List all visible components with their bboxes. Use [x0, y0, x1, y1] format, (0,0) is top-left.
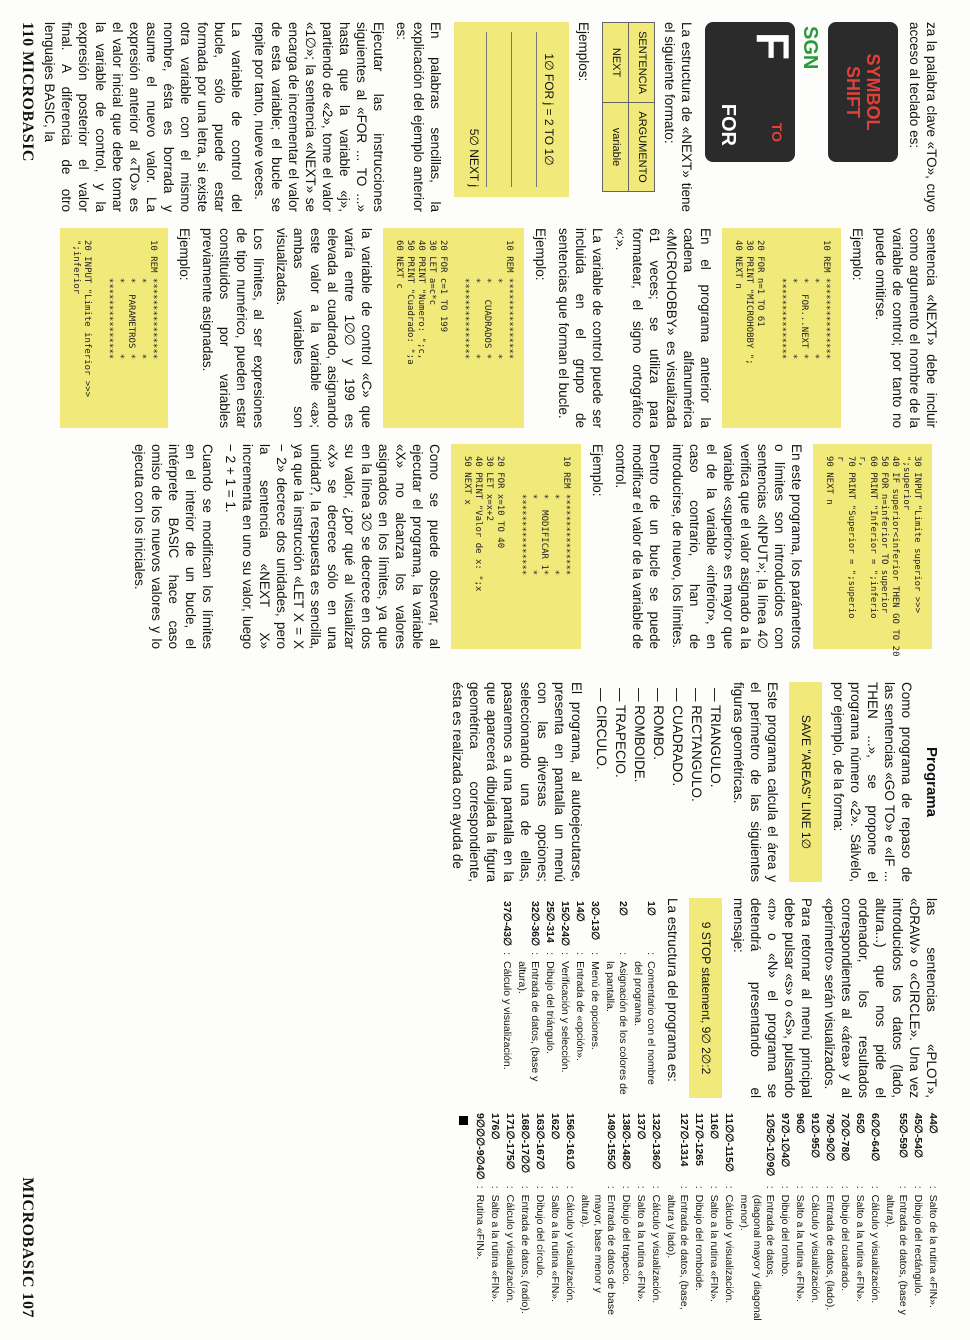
example-line-for: 1∅ FOR j = 2 TO 1∅ [536, 32, 561, 187]
list-item: — RECTANGULO. [689, 688, 704, 802]
line-range: 1∅5∅-1∅9∅ [764, 1113, 776, 1177]
paragraph: En este programa, los parámetros o límites son introducidos con sentencias «INPUT»; la línea 4∅ verifica que el valor asignado a la variable «superior» es mayor que el de la variable «inferior», en caso contrario, han de introducirse, de nuevo, los límites. [670, 444, 804, 649]
list-item: — CUADRADO. [670, 688, 685, 787]
line-description: Entrada de datos, (lado). [824, 1194, 836, 1311]
line-range: 1∅ [645, 901, 657, 916]
left-column-1 [35, 22, 940, 212]
line-range: 2∅ [617, 901, 629, 916]
structure-row [499, 898, 514, 1098]
structure-row [867, 1110, 882, 1325]
line-range: 37∅-43∅ [501, 901, 513, 947]
structure-table-continued [472, 1110, 940, 1325]
structure-row [557, 898, 572, 1098]
line-range: 116∅ [708, 1113, 720, 1140]
line-range: 156∅-161∅ [564, 1113, 576, 1170]
paragraph: sentencia «NEXT» debe incluir como argumento el nombre de la variable de control; por tanto no puede omitirse. [873, 228, 939, 428]
line-range: 137∅ [635, 1113, 647, 1140]
paragraph: La variable de control puede ser incluida en el grupo de sentencias que forman el bucle. [556, 228, 605, 428]
line-description: Verificación y selección. [559, 961, 571, 1073]
structure-row [807, 1110, 822, 1325]
separator: : [927, 1185, 939, 1189]
line-description: Salto a la rutina «FIN». [854, 1194, 866, 1303]
line-range: 32∅-36∅ [529, 901, 541, 947]
example-blank-line [511, 32, 536, 187]
left-column-2 [52, 228, 940, 428]
structure-row [502, 1110, 517, 1325]
line-description: Dibujo del triángulo. [544, 961, 556, 1054]
separator: : [529, 952, 541, 956]
code-listing-parametros: 10 REM *************** * * * PARAMETROS * * * *************** 20 INPUT "Limite inferior >>> ";inferior [60, 228, 168, 428]
symbol-shift-key [828, 22, 898, 162]
paragraph: En palabras sencillas, la explicación del ejemplo anterior es: [394, 22, 443, 212]
line-range: 171∅-175∅ [504, 1113, 516, 1170]
structure-row [852, 1110, 867, 1325]
structure-row [542, 898, 557, 1098]
line-description: Comentario con el nombre del programa. [632, 961, 657, 1085]
structure-row [618, 1110, 633, 1325]
line-range: 162∅ [549, 1113, 561, 1140]
separator: : [635, 1185, 647, 1189]
line-description: Salto a la rutina «FIN». [708, 1194, 720, 1303]
line-range: 11∅∅-115∅ [723, 1113, 735, 1172]
code-listing-for-next: 10 REM *************** * * * FOR...NEXT * * * *************** 20 FOR n=1 TO 61 30 PRINT "MICROHOBBY "; 40 NEXT n [722, 228, 841, 428]
separator: : [501, 952, 513, 956]
separator: : [589, 952, 601, 956]
line-description: Entrada de datos, (base y altura). [884, 1194, 909, 1315]
structure-row [777, 1110, 792, 1325]
line-description: Cálculo y visualización. [723, 1194, 735, 1304]
structure-row [837, 1110, 852, 1325]
separator: : [678, 1185, 690, 1189]
line-range: 138∅-148∅ [620, 1113, 632, 1170]
paragraph: za la palabra clave «TO», cuyo acceso al teclado es: [907, 22, 939, 212]
separator: : [869, 1185, 881, 1189]
line-description: Entrada de datos, (diagonal mayor y diagonal menor). [738, 1194, 776, 1321]
paragraph: Dentro de un bucle se puede modificar el valor de la variable de control. [613, 444, 662, 649]
line-description: Entrada de datos, (radio). [519, 1194, 531, 1314]
structure-row [691, 1110, 706, 1325]
separator: : [723, 1185, 735, 1189]
line-range: 132∅-136∅ [650, 1113, 662, 1170]
separator: : [605, 1185, 617, 1189]
paragraph: Este programa calcula el área y el perímetro de las siguientes figuras geométricas. [731, 682, 780, 882]
separator: : [544, 952, 556, 956]
line-description: Rutina «FIN». [474, 1194, 486, 1260]
separator: : [574, 952, 586, 956]
line-range: 79∅-9∅∅ [824, 1113, 836, 1162]
separator: : [794, 1185, 806, 1189]
structure-row [547, 1110, 562, 1325]
line-range: 117∅-1265 [693, 1113, 705, 1166]
separator: : [708, 1185, 720, 1189]
paragraph: La estructura del programa es: [665, 898, 680, 1082]
structure-row [577, 1110, 618, 1325]
structure-row [532, 1110, 547, 1325]
left-column-3 [125, 444, 940, 657]
separator: : [650, 1185, 662, 1189]
structure-row [602, 898, 630, 1098]
paragraph: La estructura de «NEXT» tiene el siguiente formato: [662, 22, 694, 212]
structure-row [822, 1110, 837, 1325]
line-range: 15∅-24∅ [559, 901, 571, 947]
example-line-next: 5∅ NEXT j [467, 128, 481, 187]
separator: : [912, 1185, 924, 1189]
right-column-2 [499, 898, 940, 1098]
separator: : [534, 1185, 546, 1189]
line-description: Salto a la rutina «FIN». [549, 1194, 561, 1303]
ejemplo-label: Ejemplo: [850, 228, 865, 281]
key-label-symbol: SYMBOL [863, 53, 883, 131]
paragraph: En el programa anterior la cadena alfanumérica «MICROHOBBY» es visualizada 61 veces; se utiliza para formatear, el signo ortográfico «;». [613, 228, 713, 428]
format-table [602, 22, 655, 192]
f-for-to-key [705, 22, 799, 162]
ejemplo-label: Ejemplo: [590, 444, 605, 497]
line-description: Cálculo y visualización. [501, 961, 513, 1070]
list-item: — TRAPECIO. [613, 688, 628, 778]
paragraph: la variable de control «C» que varía entre 1∅∅ y 199 es elevada al cuadrado, asignando este valor a la variable «a»; ambas variables son visualizadas. [274, 228, 374, 428]
line-range: 91∅-95∅ [809, 1113, 821, 1159]
line-range: 45∅-54∅ [912, 1113, 924, 1159]
paragraph: las sentencias «PLOT», «DRAW» o «CIRCLE». Una vez introducidos los datos (lado, altura...) que nos pide el ordenador, los resultados correspondientes al «área» y al «perímetro» serán visualizados. [822, 898, 939, 1098]
line-range: 168∅-17∅∅ [519, 1113, 531, 1174]
structure-row [925, 1110, 940, 1325]
separator: : [809, 1185, 821, 1189]
list-item: — CIRCULO. [594, 688, 609, 770]
structure-row [721, 1110, 736, 1325]
line-range: 25∅-314 [544, 901, 556, 943]
stop-message-box: 9 STOP statement, 9∅ 2∅:2 [689, 898, 722, 1098]
table-header-sentencia: SENTENCIA [629, 23, 655, 103]
separator: : [549, 1185, 561, 1189]
page-folio-right: MICROBASIC 107 [19, 1177, 36, 1318]
separator: : [897, 1185, 909, 1189]
list-item: — ROMBO. [651, 688, 666, 761]
ejemplo-label: Ejemplo: [533, 228, 548, 281]
line-range: 127∅-1314 [678, 1113, 690, 1167]
structure-row [910, 1110, 925, 1325]
separator: : [854, 1185, 866, 1189]
line-range: 149∅-155∅ [605, 1113, 617, 1170]
line-description: Entrada de datos de base mayor, base menor y altura). [579, 1194, 617, 1315]
paragraph: La variable de control del bucle, sólo puede estar formada por una letra, si existe otra variable con el mismo nombre, ésta es borrada y asume el nuevo valor. La expresión anterior al «TO» es el valor inicial que debe tomar la variable de control, y la expresión posterior el valor final. A diferencia de otro lenguajes BASIC, la [42, 22, 244, 212]
right-page [0, 670, 970, 1340]
key-label-shift: SHIFT [843, 66, 863, 118]
structure-row [792, 1110, 807, 1325]
line-range: 176∅ [489, 1113, 501, 1140]
example-box [454, 22, 569, 197]
code-listing-modificar: 10 REM *************** * * * MODIFICAR 1* * * *************** 20 FOR x=10 TO 40 30 LET x=x+2 40 PRINT "Valor de x: ";x 50 NEXT x [451, 444, 581, 649]
line-description: Menú de opciones. [589, 961, 601, 1050]
structure-table [499, 898, 658, 1098]
table-header-argumento: ARGUMENTO [629, 103, 655, 192]
separator: : [839, 1185, 851, 1189]
end-of-article-mark [459, 1116, 468, 1125]
line-description: Entrada de datos, (base y altura). [516, 961, 541, 1082]
ejemplos-label: Ejemplos: [576, 22, 591, 82]
structure-row [517, 1110, 532, 1325]
structure-row [630, 898, 658, 1098]
separator: : [617, 952, 629, 956]
line-range: 14∅ [574, 901, 586, 922]
line-range: 7∅∅-78∅ [839, 1113, 851, 1162]
separator: : [564, 1185, 576, 1189]
line-description: Asignación de los colores de la pantalla. [604, 961, 629, 1095]
line-description: Cálculo y visualización. [869, 1194, 881, 1304]
sgn-label: SGN [799, 26, 821, 70]
paragraph: Ejecutar las instrucciones siguientes al «FOR ... TO ...» hasta que la variable «j», partiendo de «2», tome el valor «1∅»; la sentencia «NEXT» se encarga de incrementar el valor de esta variable; el bucle se repite por tanto, nueve veces. [252, 22, 386, 212]
line-range: 44∅ [927, 1113, 939, 1134]
structure-row [663, 1110, 691, 1325]
paragraph: Como programa de repaso de las sentencias «GO TO» e «IF ... THEN ...», se propone el programa número «2». Sálvelo, por ejemplo, de la forma: [831, 682, 914, 882]
line-range: 163∅-167∅ [534, 1113, 546, 1170]
list-item: — TRIANGULO. [708, 688, 723, 788]
line-description: Dibujo del trapecio. [620, 1194, 632, 1285]
structure-row [736, 1110, 777, 1325]
paragraph: El programa, al autoejecutarse, presenta en pantalla un menú con las diversas opciones; seleccionando una de ellas, pasaremos a una pantalla en la que aparecerá dibujada la figura geométrica correspondiente, ésta es realizada con ayuda de [450, 682, 584, 882]
line-description: Cálculo y visualización. [809, 1194, 821, 1304]
code-listing-cuadrados: 10 REM *************** * * * CUADRADOS * * * *************** 20 FOR c=1 TO 199 30 LET a=c*c 40 PRINT "Numero: ";c, 50 PRINT "Cuadrado: ";a 60 NEXT c [383, 228, 524, 428]
line-description: Entrada de «opción». [574, 961, 586, 1061]
paragraph: Como se puede observar, al ejecutar el programa, la variable «X» no alcanza los valores asignados en los límites, ya que en la línea 3∅ se decrece en dos su valor, ¿por qué al visualizar «X» se decrece sólo en una unidad?, la respuesta es sencilla, ya que la instrucción «LET X = X − 2» decrece dos unidades, pero la sentencia «NEXT X» incrementa en uno su valor, luego − 2 + 1 = 1. [223, 444, 442, 649]
line-range: 9∅∅∅-9∅4∅ [474, 1113, 486, 1180]
line-range: 3∅-13∅ [589, 901, 601, 941]
right-column-3 [455, 1110, 940, 1325]
list-item: — ROMBOIDE. [632, 688, 647, 783]
line-description: Cálculo y visualización. [650, 1194, 662, 1304]
line-range: 55∅-59∅ [897, 1113, 909, 1159]
line-description: Dibujo del romboide. [693, 1194, 705, 1291]
line-description: Dibujo del cuadrado. [839, 1194, 851, 1291]
line-range: 65∅ [854, 1113, 866, 1134]
line-description: Entrada de datos, (base, altura y lado). [665, 1194, 690, 1310]
separator: : [474, 1185, 486, 1189]
separator: : [645, 952, 657, 956]
separator: : [779, 1185, 791, 1189]
separator: : [693, 1185, 705, 1189]
structure-row [706, 1110, 721, 1325]
figures-list [593, 682, 724, 882]
structure-row [648, 1110, 663, 1325]
separator: : [489, 1185, 501, 1189]
page-folio-left: 110 MICROBASIC [19, 22, 36, 162]
key-label-to: TO [769, 122, 785, 142]
save-command-box: SAVE "AREAS" LINE 1∅ [789, 682, 822, 882]
table-cell: NEXT [603, 23, 629, 103]
structure-row [633, 1110, 648, 1325]
line-description: Dibujo del rectángulo. [912, 1194, 924, 1297]
table-cell: variable [603, 103, 629, 192]
section-heading: Programa [923, 746, 940, 818]
key-label-for: FOR [717, 103, 739, 146]
paragraph: Cuando se modifican los límites en el interior de un bucle, el intérprete BASIC hace caso omiso de los nuevos valores y lo ejecuta con los iniciales. [132, 444, 215, 649]
structure-row [487, 1110, 502, 1325]
right-column-1 [443, 682, 940, 882]
line-description: Salto a la rutina «FIN». [794, 1194, 806, 1303]
line-description: Salto a la rutina «FIN». [635, 1194, 647, 1303]
structure-row [514, 898, 542, 1098]
structure-row [562, 1110, 577, 1325]
line-description: Salto de la rutina «FIN». [927, 1194, 939, 1308]
paragraph: Para retornar al menú principal debe pulsar «s» o «S», pulsando «n» o «N» el programa se detendrá presentando el mensaje: [731, 898, 814, 1098]
line-range: 96∅ [794, 1113, 806, 1134]
structure-row [472, 1110, 487, 1325]
separator: : [764, 1185, 776, 1189]
separator: : [519, 1185, 531, 1189]
separator: : [824, 1185, 836, 1189]
paragraph: Los límites, al ser expresiones de tipo numérico, pueden estar constituidos por variables previamente asignadas. [200, 228, 266, 428]
line-description: Dibujo del círculo. [534, 1194, 546, 1279]
example-blank-line [486, 32, 511, 187]
line-description: Dibujo del rombo. [779, 1194, 791, 1277]
separator: : [620, 1185, 632, 1189]
line-range: 6∅∅-64∅ [869, 1113, 881, 1162]
line-description: Salto a la rutina «FIN». [489, 1194, 501, 1303]
separator: : [504, 1185, 516, 1189]
structure-row [572, 898, 587, 1098]
structure-row [587, 898, 602, 1098]
line-range: 97∅-1∅4∅ [779, 1113, 791, 1168]
separator: : [559, 952, 571, 956]
line-description: Cálculo y visualización. [504, 1194, 516, 1304]
ejemplo-label: Ejemplo: [177, 228, 192, 281]
structure-row [882, 1110, 910, 1325]
code-listing-limits: 30 INPUT "Limite superior >>> ";superior 40 IF superior<inferior THEN GO TO 20 50 FOR n=inferior TO superior 60 PRINT "Inferior = ";inferio r, 70 PRINT "Superior = ";superio r 90 NEXT n [813, 444, 932, 649]
line-description: Cálculo y visualización. [564, 1194, 576, 1304]
key-letter-f: F [747, 32, 799, 61]
